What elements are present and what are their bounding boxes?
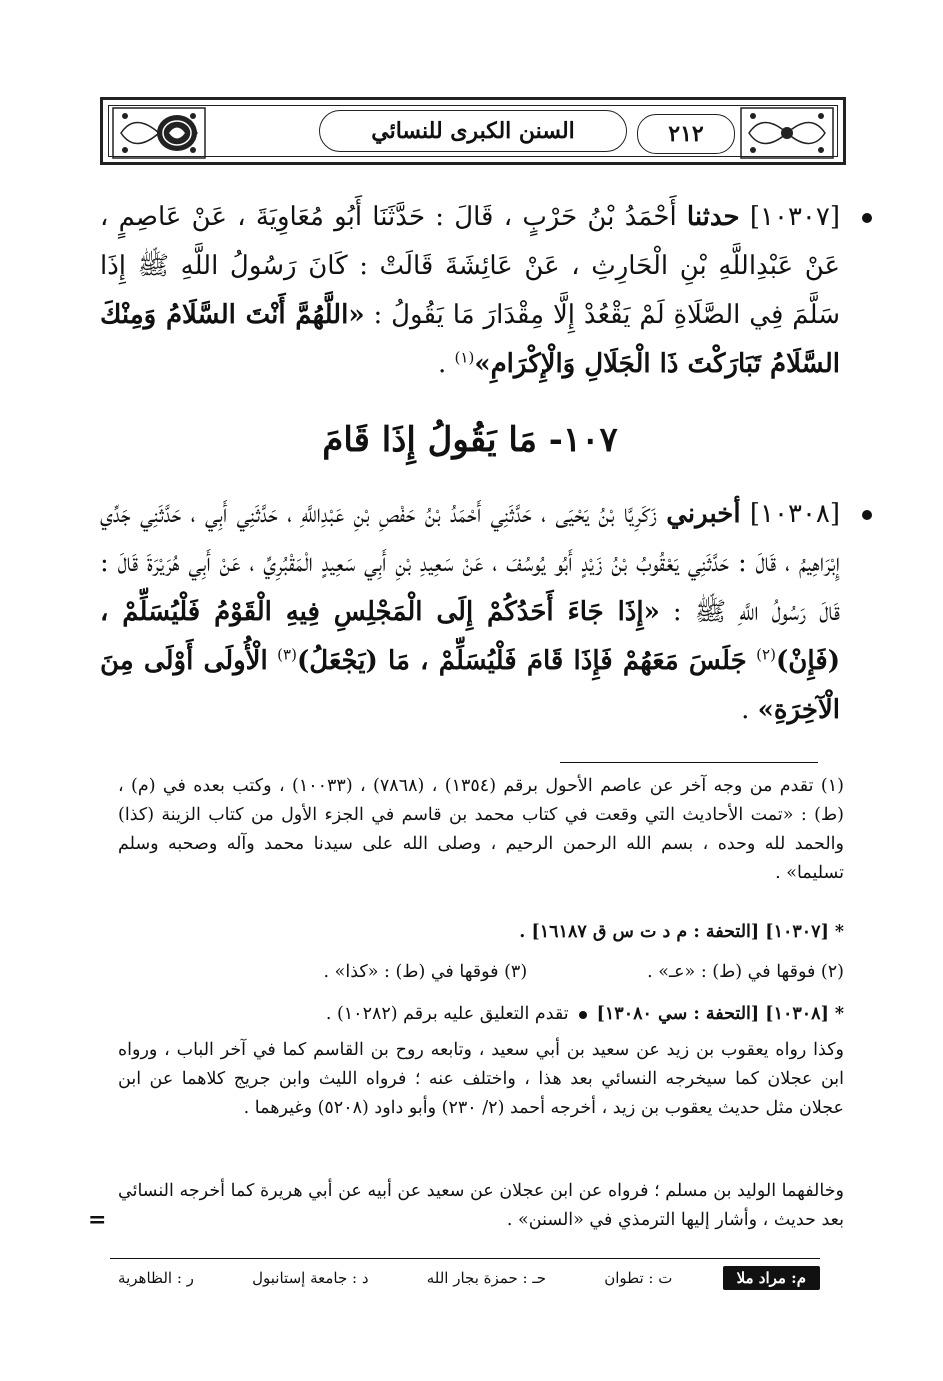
hadith-number: [١٠٣٠٨] bbox=[749, 499, 841, 529]
hadith-quote-b: جَلَسَ مَعَهُمْ فَإِذَا قَامَ فَلْيُسَلِّمْ ، مَا (يَجْعَلُ) bbox=[296, 646, 747, 676]
tuhfa-10307 bbox=[118, 918, 844, 947]
hadith-end: . bbox=[438, 349, 455, 379]
page-number: ٢١٢ bbox=[637, 114, 735, 154]
footnote-ref: (٣) bbox=[277, 645, 297, 664]
footnote-1: (١) تقدم من وجه آخر عن عاصم الأحول برقم (١٣٥٤) ، (٧٨٦٨) ، (١٠٠٣٣) ، وكتب بعده في (م) ، (ط) : «تمت الأحاديث التي وقعت في كتاب محمد بن قاسم في الجزء الأول من كتاب الزينة (كذا) والحمد لله وحده ، بسم الله الرحمن الرحيم ، وصلى الله على سيدنا محمد وآله وصحبه وسلم تسليما» . bbox=[118, 776, 844, 883]
hadith-number: [١٠٣٠٧] bbox=[749, 202, 841, 232]
manuscript-legend bbox=[110, 1264, 820, 1292]
chapter-heading: ١٠٧- مَا يَقُولُ إِذَا قَامَ bbox=[322, 420, 618, 460]
footnote-divider bbox=[560, 762, 818, 763]
hadith-quote-a: «إِذَا جَاءَ أَحَدُكُمْ إِلَى الْمَجْلِسِ فِيهِ الْقَوْمُ فَلْيُسَلِّمْ ، (فَإِنْ) bbox=[100, 597, 841, 676]
hadith-10307 bbox=[100, 193, 840, 389]
footnote-3: (٣) فوقها في (ط) : «كذا» . bbox=[323, 962, 528, 982]
publisher-logo-icon bbox=[117, 110, 201, 156]
manuscript-r: ر : الظاهرية bbox=[118, 1269, 194, 1287]
footnotes-2-3 bbox=[118, 958, 844, 987]
commentary-1: وكذا رواه يعقوب بن زيد عن سعيد بن أبي سعيد ، وتابعه روح بن القاسم كما في آخر الباب ، ورواه ابن عجلان كما سيخرجه النسائي بعد هذا ، واختلف عنه ؛ فرواه الليث وابن جريج كلاهما عن ابن عجلان مثل حديث يعقوب بن زيد ، أخرجه أحمد (٢/ ٢٣٠) وأبو داود (٥٢٠٨) وغيرهما . bbox=[118, 1040, 844, 1118]
star-icon: * bbox=[834, 1004, 844, 1024]
hadith-end: . bbox=[741, 695, 758, 725]
bullet-icon bbox=[862, 510, 872, 520]
continuation-mark: = bbox=[88, 1207, 107, 1233]
manuscript-h: حـ : حمزة بجار الله bbox=[426, 1269, 547, 1287]
hadith-10308 bbox=[100, 490, 840, 735]
hadith-quote-c: الْأُولَى أَوْلَى مِنَ الْآخِرَةِ» bbox=[100, 646, 840, 725]
footnote-2: (٢) فوقها في (ط) : «عـ» . bbox=[647, 962, 844, 982]
dot-icon bbox=[579, 1011, 587, 1019]
hadith-quote: «اللَّهُمَّ أَنْتَ السَّلَامُ وَمِنْكَ السَّلَامُ تَبَارَكْتَ ذَا الْجَلَالِ وَالْإِكْرَامِ» bbox=[100, 300, 840, 379]
book-title: السنن الكبرى للنسائي bbox=[371, 118, 575, 144]
page-header bbox=[100, 97, 846, 165]
manuscript-m: م: مراد ملا bbox=[723, 1266, 820, 1290]
hadith-lead: حدثنا bbox=[686, 202, 740, 232]
tuhfa-note: تقدم التعليق عليه برقم (١٠٢٨٢) . bbox=[325, 1004, 569, 1024]
hadith-lead: أخبرني bbox=[666, 499, 741, 529]
header-ornament-right bbox=[739, 106, 835, 160]
manuscript-d: د : جامعة إستانبول bbox=[252, 1269, 369, 1287]
manuscript-t: ت : تطوان bbox=[604, 1269, 673, 1287]
tuhfa-10308 bbox=[118, 1000, 844, 1029]
commentary-2: وخالفهما الوليد بن مسلم ؛ فرواه عن ابن عجلان عن سعيد عن أبيه عن أبي هريرة كما أخرجه النسائي بعد حديث ، وأشار إليها الترمذي في «السنن» . bbox=[118, 1181, 844, 1230]
footnote-ref: (٢) bbox=[756, 645, 776, 664]
hadith-isnad: أَحْمَدُ بْنُ حَرْبٍ ، قَالَ : حَدَّثَنَا أَبُو مُعَاوِيَةَ ، عَنْ عَاصِمٍ ، عَنْ عَبْدِاللَّهِ بْنِ الْحَارِثِ ، عَنْ عَائِشَةَ قَالَتْ : كَانَ رَسُولُ اللَّهِ ﷺ إِذَا سَلَّمَ فِي الصَّلَاةِ لَمْ يَقْعُدْ إِلَّا مِقْدَارَ مَا يَقُولُ : bbox=[100, 202, 841, 330]
title-cartouche bbox=[319, 110, 627, 152]
bullet-icon bbox=[862, 213, 872, 223]
footer-rule bbox=[110, 1258, 820, 1259]
tuhfa-ref: [١٠٣٠٧] [التحفة : م د ت س ق ١٦١٨٧] . bbox=[519, 922, 829, 942]
star-icon: * bbox=[834, 922, 844, 942]
tuhfa-ref: [١٠٣٠٨] [التحفة : سي ١٣٠٨٠] bbox=[596, 1004, 829, 1024]
hadith-isnad: زَكَرِيَّا بْنُ يَحْيَى ، حَدَّثَنِي أَحْمَدُ بْنُ حَفْصِ بْنِ عَبْدِاللَّهِ ، حَدَّثَنِي أَبِي ، حَدَّثَنِي جَدِّي إِبْرَاهِيمُ ، قَالَ : حَدَّثَنِي يَعْقُوبُ بْنُ زَيْدٍ أَبُو يُوسُفَ ، عَنْ سَعِيدِ بْنِ أَبِي سَعِيدٍ الْمَقْبُرِيِّ ، عَنْ أَبِي هُرَيْرَةَ قَالَ : قَالَ رَسُولُ اللَّهِ ﷺ : bbox=[100, 499, 840, 627]
footnote-ref: (١) bbox=[454, 348, 475, 367]
